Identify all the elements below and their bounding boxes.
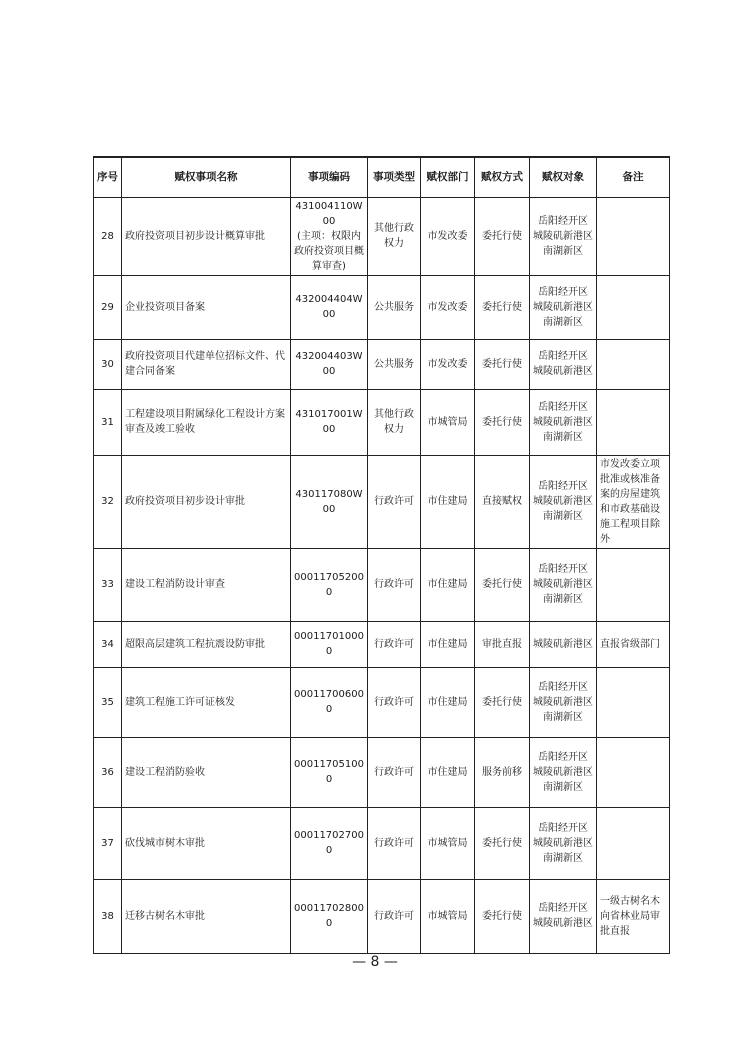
item-code-cell: 000117006000: [291, 667, 368, 737]
item-type-cell: 行政许可: [368, 879, 421, 953]
authorizing-dept-cell: 市城管局: [421, 389, 475, 455]
remark-cell: [597, 548, 670, 621]
authorizing-dept-cell: 市城管局: [421, 807, 475, 879]
authorization-method-cell: 委托行使: [475, 667, 530, 737]
table-row: [94, 548, 670, 621]
header-cell: 事项编码: [291, 157, 368, 197]
authorization-method-cell: 委托行使: [475, 197, 530, 275]
authorizing-dept-cell: 市住建局: [421, 737, 475, 807]
item-code-cell: 000117027000: [291, 807, 368, 879]
item-code-cell: 000117028000: [291, 879, 368, 953]
authorizing-dept-cell: 市发改委: [421, 197, 475, 275]
item-type-cell: 行政许可: [368, 737, 421, 807]
authorization-method-cell: 审批直报: [475, 621, 530, 667]
authorization-table: [93, 156, 670, 954]
remark-cell: [597, 807, 670, 879]
item-name-cell: 建设工程消防设计审查: [122, 548, 291, 621]
table-row: [94, 275, 670, 339]
header-cell: 序号: [94, 157, 122, 197]
authorized-target-cell: 岳阳经开区 城陵矶新港区 南湖新区: [530, 455, 597, 548]
header-cell: 赋权对象: [530, 157, 597, 197]
authorizing-dept-cell: 市发改委: [421, 339, 475, 389]
table-row: [94, 389, 670, 455]
authorized-target-cell: 岳阳经开区 城陵矶新港区 南湖新区: [530, 737, 597, 807]
table-row: [94, 339, 670, 389]
row-number-cell: 38: [94, 879, 122, 953]
item-name-cell: 迁移古树名木审批: [122, 879, 291, 953]
authorized-target-cell: 岳阳经开区 城陵矶新港区 南湖新区: [530, 807, 597, 879]
header-cell: 赋权部门: [421, 157, 475, 197]
remark-cell: 直报省级部门: [597, 621, 670, 667]
row-number-cell: 28: [94, 197, 122, 275]
row-number-cell: 34: [94, 621, 122, 667]
authorization-method-cell: 服务前移: [475, 737, 530, 807]
item-name-cell: 政府投资项目代建单位招标文件、代建合同备案: [122, 339, 291, 389]
item-name-cell: 建设工程消防验收: [122, 737, 291, 807]
remark-cell: [597, 339, 670, 389]
row-number-cell: 35: [94, 667, 122, 737]
remark-cell: 一级古树名木向省林业局审批直报: [597, 879, 670, 953]
table-body: [94, 197, 670, 953]
item-name-cell: 政府投资项目初步设计概算审批: [122, 197, 291, 275]
item-name-cell: 企业投资项目备案: [122, 275, 291, 339]
item-type-cell: 行政许可: [368, 807, 421, 879]
authorization-method-cell: 委托行使: [475, 548, 530, 621]
header-cell: 备注: [597, 157, 670, 197]
item-code-cell: 000117051000: [291, 737, 368, 807]
authorized-target-cell: 城陵矶新港区: [530, 621, 597, 667]
header-cell: 赋权方式: [475, 157, 530, 197]
row-number-cell: 33: [94, 548, 122, 621]
table-header-row: [94, 157, 670, 197]
authorizing-dept-cell: 市住建局: [421, 455, 475, 548]
item-name-cell: 建筑工程施工许可证核发: [122, 667, 291, 737]
table-row: [94, 667, 670, 737]
row-number-cell: 29: [94, 275, 122, 339]
page-number: — 8 —: [352, 954, 398, 970]
item-code-cell: 432004403W00: [291, 339, 368, 389]
item-code-cell: 000117010000: [291, 621, 368, 667]
table-row: [94, 807, 670, 879]
row-number-cell: 36: [94, 737, 122, 807]
item-type-cell: 行政许可: [368, 548, 421, 621]
item-type-cell: 行政许可: [368, 667, 421, 737]
item-code-cell: 432004404W00: [291, 275, 368, 339]
authorized-target-cell: 岳阳经开区 城陵矶新港区 南湖新区: [530, 548, 597, 621]
authorizing-dept-cell: 市发改委: [421, 275, 475, 339]
authorized-target-cell: 岳阳经开区 城陵矶新港区 南湖新区: [530, 275, 597, 339]
authorization-method-cell: 委托行使: [475, 807, 530, 879]
table-row: [94, 879, 670, 953]
row-number-cell: 31: [94, 389, 122, 455]
item-name-cell: 工程建设项目附属绿化工程设计方案审查及竣工验收: [122, 389, 291, 455]
header-cell: 事项类型: [368, 157, 421, 197]
item-code-cell: 430117080W00: [291, 455, 368, 548]
item-name-cell: 超限高层建筑工程抗震设防审批: [122, 621, 291, 667]
table-row: [94, 455, 670, 548]
remark-cell: [597, 197, 670, 275]
table-row: [94, 621, 670, 667]
header-cell: 赋权事项名称: [122, 157, 291, 197]
table-row: [94, 737, 670, 807]
remark-cell: 市发改委立项批准或核准备案的房屋建筑和市政基础设施工程项目除外: [597, 455, 670, 548]
item-code-cell: 431004110W00 (主项：权限内政府投资项目概算审查): [291, 197, 368, 275]
item-name-cell: 政府投资项目初步设计审批: [122, 455, 291, 548]
authorized-target-cell: 岳阳经开区 城陵矶新港区 南湖新区: [530, 389, 597, 455]
authorized-target-cell: 岳阳经开区 城陵矶新港区: [530, 339, 597, 389]
remark-cell: [597, 275, 670, 339]
authorization-method-cell: 委托行使: [475, 879, 530, 953]
remark-cell: [597, 737, 670, 807]
authorized-target-cell: 岳阳经开区 城陵矶新港区 南湖新区: [530, 197, 597, 275]
authorized-target-cell: 岳阳经开区 城陵矶新港区 南湖新区: [530, 667, 597, 737]
authorizing-dept-cell: 市住建局: [421, 621, 475, 667]
row-number-cell: 30: [94, 339, 122, 389]
item-type-cell: 其他行政权力: [368, 389, 421, 455]
authorizing-dept-cell: 市住建局: [421, 548, 475, 621]
authorization-method-cell: 委托行使: [475, 275, 530, 339]
authorization-method-cell: 委托行使: [475, 389, 530, 455]
item-name-cell: 砍伐城市树木审批: [122, 807, 291, 879]
row-number-cell: 37: [94, 807, 122, 879]
table-row: [94, 197, 670, 275]
item-code-cell: 000117052000: [291, 548, 368, 621]
item-type-cell: 其他行政权力: [368, 197, 421, 275]
authorization-method-cell: 直接赋权: [475, 455, 530, 548]
remark-cell: [597, 389, 670, 455]
authorizing-dept-cell: 市城管局: [421, 879, 475, 953]
item-type-cell: 公共服务: [368, 275, 421, 339]
item-type-cell: 行政许可: [368, 621, 421, 667]
remark-cell: [597, 667, 670, 737]
item-type-cell: 公共服务: [368, 339, 421, 389]
item-type-cell: 行政许可: [368, 455, 421, 548]
authorized-target-cell: 岳阳经开区 城陵矶新港区: [530, 879, 597, 953]
authorizing-dept-cell: 市住建局: [421, 667, 475, 737]
item-code-cell: 431017001W00: [291, 389, 368, 455]
row-number-cell: 32: [94, 455, 122, 548]
authorization-method-cell: 委托行使: [475, 339, 530, 389]
